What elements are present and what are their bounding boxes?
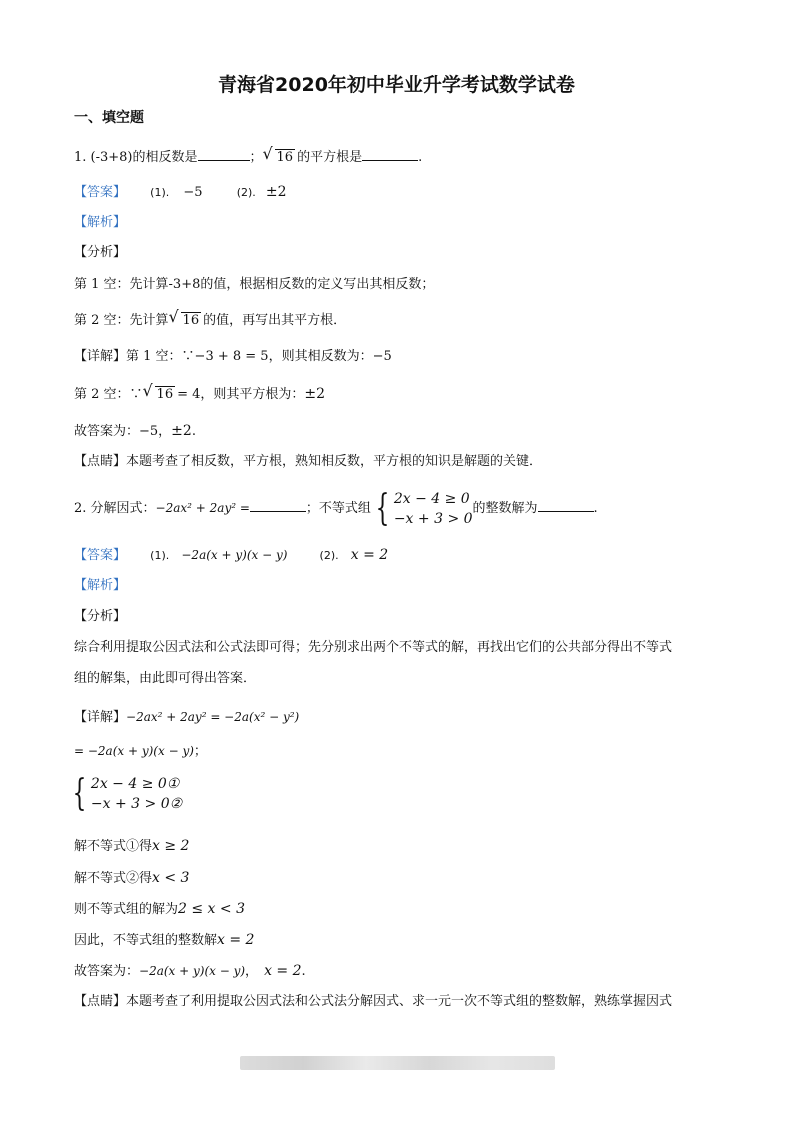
q1-detail-1c: −5 — [372, 349, 392, 364]
q1-sqrt-arg-2: 16 — [182, 313, 200, 328]
question-2 — [74, 488, 598, 529]
q2-answer-p2: (2). — [319, 549, 339, 562]
section-heading: 一、填空题 — [74, 110, 144, 126]
q2-step-3 — [74, 899, 245, 920]
q2-step-1a: 解不等式①得 — [74, 839, 153, 854]
q2-answer-v1: −2a(x + y)(x − y) — [181, 548, 288, 562]
q2-final-d: x = 2 — [264, 963, 302, 979]
q2-expr: −2ax² + 2ay² = — [155, 501, 250, 515]
sqrt-symbol: √ 16 — [168, 307, 200, 328]
q1-end: . — [418, 150, 423, 165]
q2-sys-row-2: −x + 3 > 0 — [393, 510, 473, 527]
blurred-watermark — [240, 1056, 555, 1070]
q2-blank-1 — [250, 497, 306, 512]
sqrt-symbol: √ 16 — [142, 381, 174, 402]
q2-step-2 — [74, 868, 189, 889]
q2-answer-v2: x = 2 — [350, 547, 389, 563]
q2-answer — [74, 545, 388, 566]
q1-answer-v1: −5 — [183, 185, 203, 200]
q1-analysis-2 — [74, 307, 347, 331]
q1-answer-p1: (1). — [150, 186, 170, 199]
q2-system — [394, 489, 473, 529]
q2-system-2 — [91, 774, 182, 814]
q1-mid: ； — [249, 150, 263, 165]
q2-step-4 — [74, 930, 254, 951]
q1-suffix: 的平方根是 — [297, 150, 363, 165]
q2-step-4b: x = 2 — [217, 932, 255, 948]
q1-answer — [74, 182, 287, 203]
q1-sqrt-arg: 16 — [276, 150, 294, 165]
sqrt-symbol: √ 16 — [262, 144, 294, 165]
q2-step-4a: 因此，不等式组的整数解 — [74, 933, 218, 948]
q2-prefix: 2. 分解因式： — [74, 501, 156, 516]
q2-final — [74, 961, 306, 982]
q2-end: . — [593, 501, 598, 516]
q1-detail-2b: ，则其平方根为： — [200, 387, 305, 402]
q2-step-3a: 则不等式组的解为 — [74, 902, 179, 917]
q2-detail-2 — [74, 741, 207, 762]
q1-answer-p2: (2). — [236, 186, 256, 199]
q1-jiexi: 【解析】 — [74, 215, 127, 230]
q2-step-1b: x ≥ 2 — [152, 838, 190, 854]
q1-final-a: 故答案为：−5， — [74, 424, 172, 439]
q1-detail-1a: 【详解】第 1 空：∵ — [74, 349, 195, 364]
q1-blank-2 — [362, 146, 418, 161]
q2-fenxi: 【分析】 — [74, 609, 127, 624]
answer-tag: 【答案】 — [74, 185, 127, 200]
q1-analysis-2b: 的值，再写出其平方根． — [203, 313, 347, 328]
q2-detail-expr-2: = −2a(x + y)(x − y) — [74, 744, 194, 758]
q2-step-2a: 解不等式②得 — [74, 871, 153, 886]
q2-blank-2 — [538, 497, 594, 512]
q1-detail-2c: ±2 — [304, 386, 326, 402]
q2-jiexi: 【解析】 — [74, 578, 127, 593]
q1-final-b: ±2 — [171, 423, 192, 439]
q1-fenxi: 【分析】 — [74, 245, 127, 260]
q1-final — [74, 421, 196, 442]
q2-final-c: ， — [245, 964, 259, 979]
q2-detail-expr-2-end: ； — [193, 744, 207, 759]
answer-tag: 【答案】 — [74, 548, 127, 563]
q1-final-c: . — [191, 424, 196, 439]
q1-detail-1-math: −3 + 8 = 5 — [194, 349, 269, 364]
left-brace: { — [375, 487, 390, 529]
question-1 — [74, 146, 422, 168]
left-brace: { — [72, 773, 87, 814]
q1-detail-1 — [74, 347, 392, 367]
q1-prefix: 1. (-3+8)的相反数是 — [74, 150, 198, 165]
q2-suffix: 的整数解为 — [472, 501, 538, 516]
q1-detail-2a: 第 2 空：∵ — [74, 387, 143, 402]
page-title: 青海省2020年初中毕业升学考试数学试卷 — [218, 74, 575, 96]
q2-sys-row-1: 2x − 4 ≥ 0 — [393, 490, 470, 507]
q2-detail-1 — [74, 707, 299, 728]
q2-analysis-1: 综合利用提取公因式法和公式法即可得；先分别求出两个不等式的解，再找出它们的公共部分得出不等式 — [74, 640, 673, 655]
q2-final-b: −2a(x + y)(x − y) — [139, 964, 246, 978]
q2-sys2-row-1: 2x − 4 ≥ 0① — [90, 776, 180, 792]
q2-system-display — [74, 774, 182, 815]
q2-answer-p1: (1). — [150, 549, 170, 562]
q2-final-e: . — [301, 964, 306, 979]
q2-step-2b: x < 3 — [152, 870, 190, 886]
q1-sqrt-arg-3: 16 — [156, 387, 174, 402]
q2-step-3b: 2 ≤ x < 3 — [178, 901, 245, 917]
q2-dianjing: 【点睛】本题考查了利用提取公因式法和公式法分解因式、求一元一次不等式组的整数解，熟练掌握因式 — [74, 994, 673, 1009]
q2-analysis-2: 组的解集，由此即可得出答案． — [74, 671, 257, 686]
q1-analysis-2a: 第 2 空：先计算 — [74, 313, 169, 328]
q1-answer-v2: ±2 — [265, 184, 287, 200]
q2-step-1 — [74, 836, 189, 857]
q2-detail-expr: −2ax² + 2ay² = −2a(x² − y²) — [126, 710, 300, 724]
q1-detail-1b: ，则其相反数为： — [268, 349, 373, 364]
q2-mid: ；不等式组 — [305, 501, 371, 516]
q2-detail-tag: 【详解】 — [74, 710, 127, 725]
q1-detail-2-math: = 4 — [177, 387, 201, 402]
q1-analysis-1: 第 1 空：先计算-3+8的值，根据相反数的定义写出其相反数； — [74, 277, 435, 292]
q2-sys2-row-2: −x + 3 > 0② — [90, 796, 183, 812]
q1-detail-2 — [74, 381, 326, 405]
q1-dianjing: 【点睛】本题考查了相反数，平方根，熟知相反数，平方根的知识是解题的关键． — [74, 454, 543, 469]
q2-final-a: 故答案为： — [74, 964, 140, 979]
q1-blank-1 — [198, 146, 250, 161]
